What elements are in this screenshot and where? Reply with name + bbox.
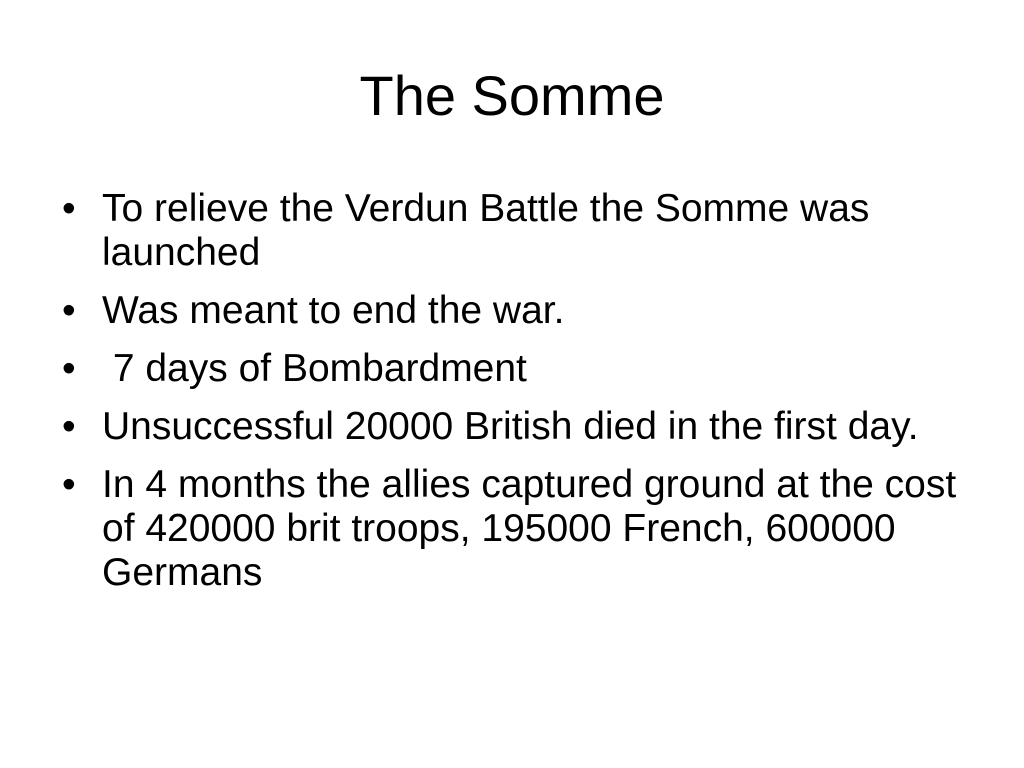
bullet-text: Unsuccessful 20000 British died in the first day. [102,405,919,448]
bullet-text: Was meant to end the war. [102,289,565,332]
bullet-item [58,289,968,333]
slide-title: The Somme [359,64,665,127]
bullet-item [58,405,968,449]
bullet-icon: • [62,463,76,506]
bullet-item [58,187,968,275]
bullet-item [58,463,968,595]
bullet-text: To relieve the Verdun Battle the Somme was launched [102,187,881,274]
bullet-text: In 4 months the allies captured ground at the cost of 420000 brit troops, 195000 French, 600000 Germans [102,463,968,594]
bullet-icon: • [62,347,76,390]
bullet-icon: • [62,289,76,332]
bullet-list [58,187,968,609]
bullet-item [58,347,968,391]
bullet-icon: • [62,187,76,230]
bullet-icon: • [62,405,76,448]
bullet-text: 7 days of Bombardment [102,347,527,390]
